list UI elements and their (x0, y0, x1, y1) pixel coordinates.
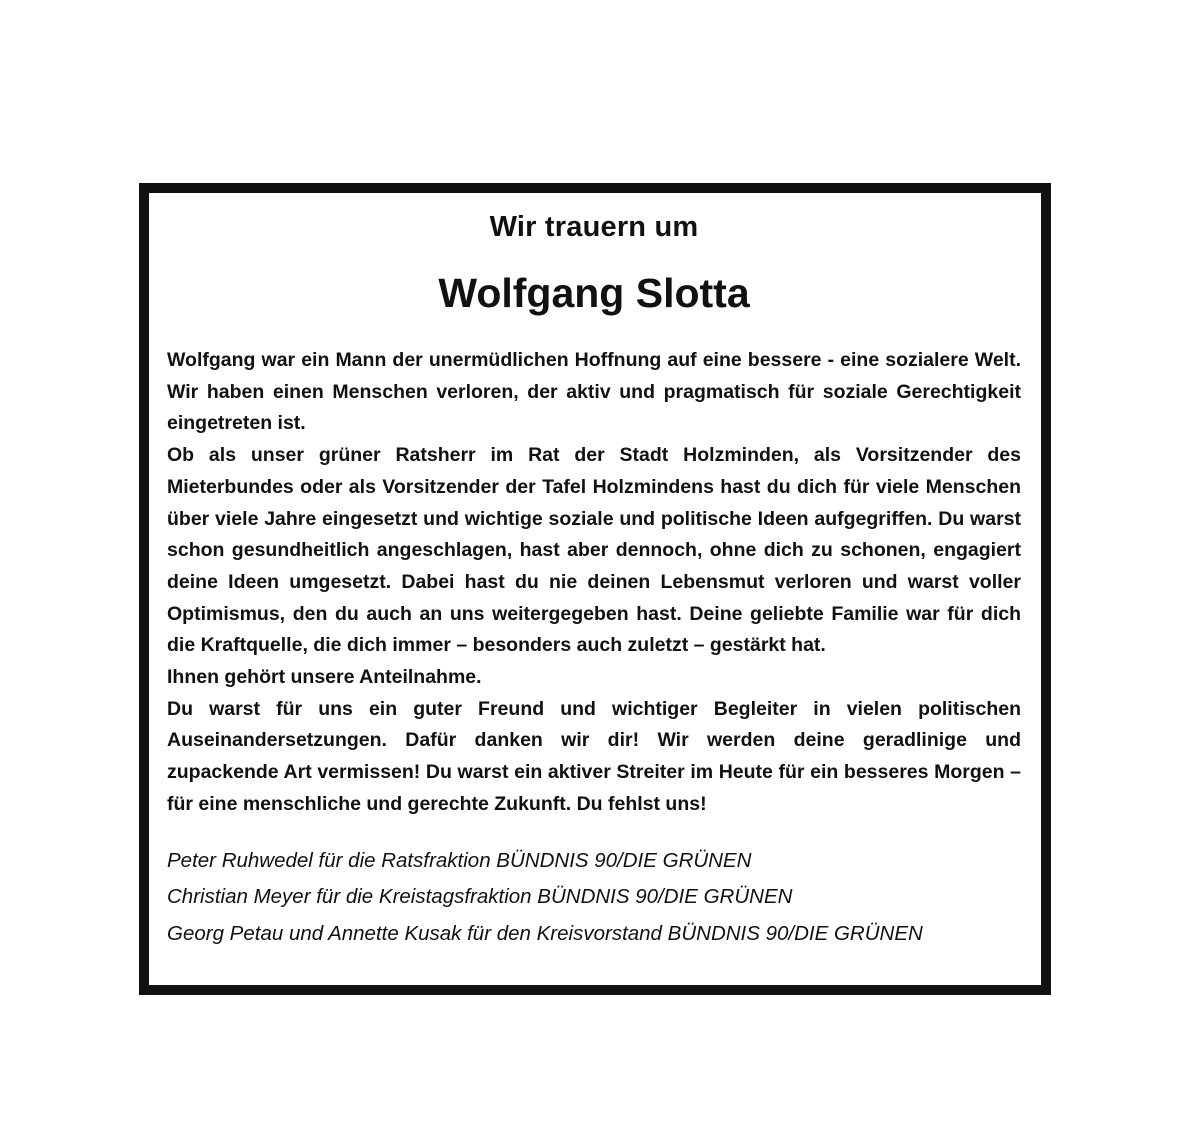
signature-block (167, 843, 1021, 953)
paragraph: Wolfgang war ein Mann der unermüdlichen Hoffnung auf eine bessere - eine sozialere Welt. Wir haben einen Menschen verloren, der aktiv und pragmatisch für soziale Gerechtigkeit eingetreten ist. (167, 349, 1021, 435)
paragraph: Ob als unser grüner Ratsherr im Rat der Stadt Holzminden, als Vorsitzender des Mieterbundes oder als Vorsitzender der Tafel Holzmindens hast du dich für viele Menschen über viele Jahre eingesetzt und wichtige soziale und politische Ideen aufgegriffen. Du warst schon gesundheitlich angeschlagen, hast aber dennoch, ohne dich zu schonen, engagiert deine Ideen umgesetzt. Dabei hast du nie deinen Lebensmut verloren und warst voller Optimismus, den du auch an uns weitergegeben hast. Deine geliebte Familie war für dich die Kraftquelle, die dich immer – besonders auch zuletzt – gestärkt hat. (167, 444, 1021, 657)
paragraph: Ihnen gehört unsere Anteilnahme. (167, 666, 482, 689)
signature-line: Peter Ruhwedel für die Ratsfraktion BÜNDNIS 90/DIE GRÜNEN (167, 848, 752, 872)
obituary-notice (139, 183, 1051, 995)
intro-heading: Wir trauern um (489, 211, 699, 243)
deceased-name: Wolfgang Slotta (438, 270, 750, 316)
paragraph: Du warst für uns ein guter Freund und wichtiger Begleiter in vielen politischen Auseinandersetzungen. Dafür danken wir dir! Wir werden deine geradlinige und zupackende Art vermissen! Du warst ein aktiver Streiter im Heute für ein besseres Morgen – für eine menschliche und gerechte Zukunft. Du fehlst uns! (167, 697, 1021, 815)
signature-line: Georg Petau und Annette Kusak für den Kreisvorstand BÜNDNIS 90/DIE GRÜNEN (167, 921, 923, 945)
signature-line: Christian Meyer für die Kreistagsfraktion BÜNDNIS 90/DIE GRÜNEN (167, 885, 793, 909)
obituary-text (167, 345, 1021, 821)
